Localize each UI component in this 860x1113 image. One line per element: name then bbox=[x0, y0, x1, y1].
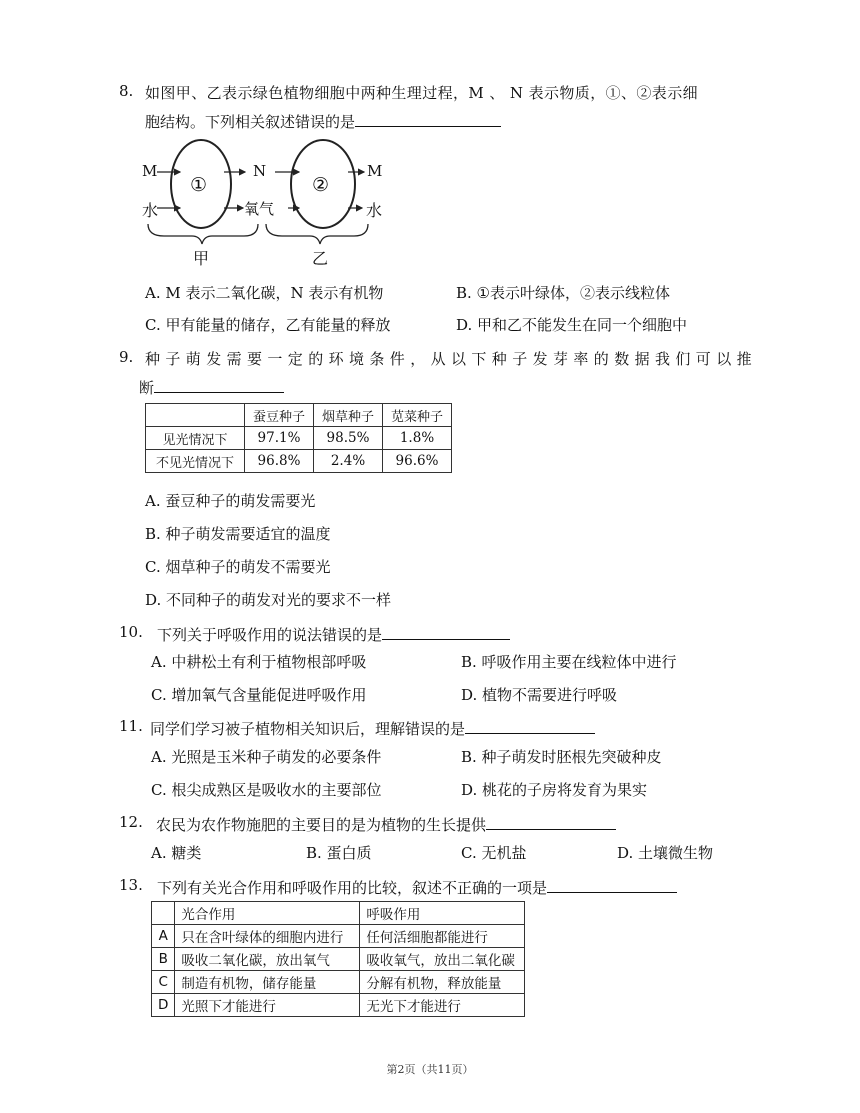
q9-number: 9. bbox=[119, 348, 134, 366]
q9-germination-table bbox=[145, 403, 452, 473]
q12-stem bbox=[156, 813, 616, 835]
q8-option-d[interactable]: D. 甲和乙不能发生在同一个细胞中 bbox=[456, 316, 688, 334]
q8-number: 8. bbox=[119, 82, 134, 100]
table-row bbox=[152, 994, 525, 1017]
q10-answer-blank bbox=[382, 623, 510, 640]
q8-option-b[interactable]: B. ①表示叶绿体，②表示线粒体 bbox=[456, 284, 671, 302]
q11-stem bbox=[150, 717, 595, 739]
q11-option-d[interactable]: D. 桃花的子房将发育为果实 bbox=[461, 781, 648, 799]
q8-stem-line2 bbox=[145, 110, 501, 132]
q9-stem-line1: 种子萌发需要一定的环境条件，从以下种子发芽率的数据我们可以推 bbox=[145, 350, 758, 368]
table-cell: 吸收二氧化碳，放出氧气 bbox=[175, 948, 360, 971]
q13-stem-text: 下列有关光合作用和呼吸作用的比较，叙述不正确的一项是 bbox=[157, 879, 548, 897]
q9-answer-blank bbox=[154, 376, 284, 393]
q13-stem bbox=[157, 876, 677, 898]
q11-answer-blank bbox=[465, 717, 595, 734]
q8-stem-line1: 如图甲、乙表示绿色植物细胞中两种生理过程，M 、 N 表示物质，①、②表示细 bbox=[145, 84, 698, 102]
table-cell: 蚕豆种子 bbox=[245, 404, 314, 427]
table-row bbox=[146, 427, 452, 450]
table-cell: B bbox=[152, 948, 175, 971]
table-cell: 烟草种子 bbox=[314, 404, 383, 427]
table-cell: 分解有机物，释放能量 bbox=[360, 971, 525, 994]
table-cell: 苋菜种子 bbox=[383, 404, 452, 427]
table-cell: 只在含叶绿体的细胞内进行 bbox=[175, 925, 360, 948]
fig-label-m-right: M bbox=[367, 162, 383, 180]
table-cell: 97.1% bbox=[245, 427, 314, 450]
table-cell bbox=[152, 902, 175, 925]
q11-option-a[interactable]: A. 光照是玉米种子萌发的必要条件 bbox=[151, 748, 382, 766]
table-row bbox=[152, 971, 525, 994]
q8-figure bbox=[140, 138, 390, 268]
q10-stem-text: 下列关于呼吸作用的说法错误的是 bbox=[157, 626, 383, 644]
table-cell: 见光情况下 bbox=[146, 427, 245, 450]
table-cell: 光合作用 bbox=[175, 902, 360, 925]
page-footer: 第2页（共11页） bbox=[386, 1063, 474, 1076]
q9-stem-line2 bbox=[139, 376, 284, 398]
q11-stem-text: 同学们学习被子植物相关知识后，理解错误的是 bbox=[150, 720, 466, 738]
q12-option-a[interactable]: A. 糖类 bbox=[151, 844, 202, 862]
fig-label-yi: 乙 bbox=[312, 249, 329, 268]
fig-label-cell2: ② bbox=[312, 174, 330, 196]
q9-option-a[interactable]: A. 蚕豆种子的萌发需要光 bbox=[145, 492, 316, 510]
table-row bbox=[152, 925, 525, 948]
q8-option-c[interactable]: C. 甲有能量的储存，乙有能量的释放 bbox=[145, 316, 391, 334]
table-cell: 呼吸作用 bbox=[360, 902, 525, 925]
q8-answer-blank bbox=[355, 110, 501, 127]
table-cell: 光照下才能进行 bbox=[175, 994, 360, 1017]
table-cell: 96.6% bbox=[383, 450, 452, 473]
table-cell: 吸收氧气，放出二氧化碳 bbox=[360, 948, 525, 971]
q10-option-b[interactable]: B. 呼吸作用主要在线粒体中进行 bbox=[461, 653, 677, 671]
q13-comparison-table bbox=[151, 901, 525, 1017]
fig-label-cell1: ① bbox=[190, 174, 208, 196]
table-cell: 任何活细胞都能进行 bbox=[360, 925, 525, 948]
q12-option-b[interactable]: B. 蛋白质 bbox=[306, 844, 372, 862]
q10-option-d[interactable]: D. 植物不需要进行呼吸 bbox=[461, 686, 618, 704]
table-cell: 1.8% bbox=[383, 427, 452, 450]
q9-stem-text: 断 bbox=[139, 379, 155, 397]
fig-label-oxygen: 氧气 bbox=[244, 200, 275, 218]
q9-option-c[interactable]: C. 烟草种子的萌发不需要光 bbox=[145, 558, 331, 576]
table-cell: C bbox=[152, 971, 175, 994]
q10-option-c[interactable]: C. 增加氧气含量能促进呼吸作用 bbox=[151, 686, 367, 704]
table-header-row bbox=[146, 404, 452, 427]
table-header-row bbox=[152, 902, 525, 925]
q12-option-d[interactable]: D. 土壤微生物 bbox=[617, 844, 714, 862]
q9-option-b[interactable]: B. 种子萌发需要适宜的温度 bbox=[145, 525, 331, 543]
table-cell: 96.8% bbox=[245, 450, 314, 473]
q13-answer-blank bbox=[547, 876, 677, 893]
q11-option-c[interactable]: C. 根尖成熟区是吸收水的主要部位 bbox=[151, 781, 382, 799]
table-cell: 无光下才能进行 bbox=[360, 994, 525, 1017]
q11-number: 11. bbox=[119, 717, 143, 735]
table-cell: A bbox=[152, 925, 175, 948]
q8-option-a[interactable]: A. M 表示二氧化碳，N 表示有机物 bbox=[145, 284, 384, 302]
table-row bbox=[146, 450, 452, 473]
fig-label-m-left: M bbox=[142, 162, 158, 180]
fig-label-water-right: 水 bbox=[366, 201, 383, 220]
table-cell: 不见光情况下 bbox=[146, 450, 245, 473]
q12-answer-blank bbox=[486, 813, 616, 830]
q12-number: 12. bbox=[119, 813, 143, 831]
table-cell: 制造有机物，储存能量 bbox=[175, 971, 360, 994]
fig-label-n: N bbox=[253, 162, 267, 180]
table-cell: 98.5% bbox=[314, 427, 383, 450]
q12-option-c[interactable]: C. 无机盐 bbox=[461, 844, 527, 862]
q12-stem-text: 农民为农作物施肥的主要目的是为植物的生长提供 bbox=[156, 816, 487, 834]
q9-option-d[interactable]: D. 不同种子的萌发对光的要求不一样 bbox=[145, 591, 392, 609]
table-row bbox=[152, 948, 525, 971]
q13-number: 13. bbox=[119, 876, 143, 894]
q10-number: 10. bbox=[119, 623, 143, 641]
fig-label-water-left: 水 bbox=[142, 201, 159, 220]
q10-option-a[interactable]: A. 中耕松土有利于植物根部呼吸 bbox=[151, 653, 367, 671]
q8-stem-text: 胞结构。下列相关叙述错误的是 bbox=[145, 113, 356, 131]
q11-option-b[interactable]: B. 种子萌发时胚根先突破种皮 bbox=[461, 748, 662, 766]
fig-label-jia: 甲 bbox=[193, 249, 210, 268]
table-cell: D bbox=[152, 994, 175, 1017]
table-cell bbox=[146, 404, 245, 427]
table-cell: 2.4% bbox=[314, 450, 383, 473]
q10-stem bbox=[157, 623, 510, 645]
